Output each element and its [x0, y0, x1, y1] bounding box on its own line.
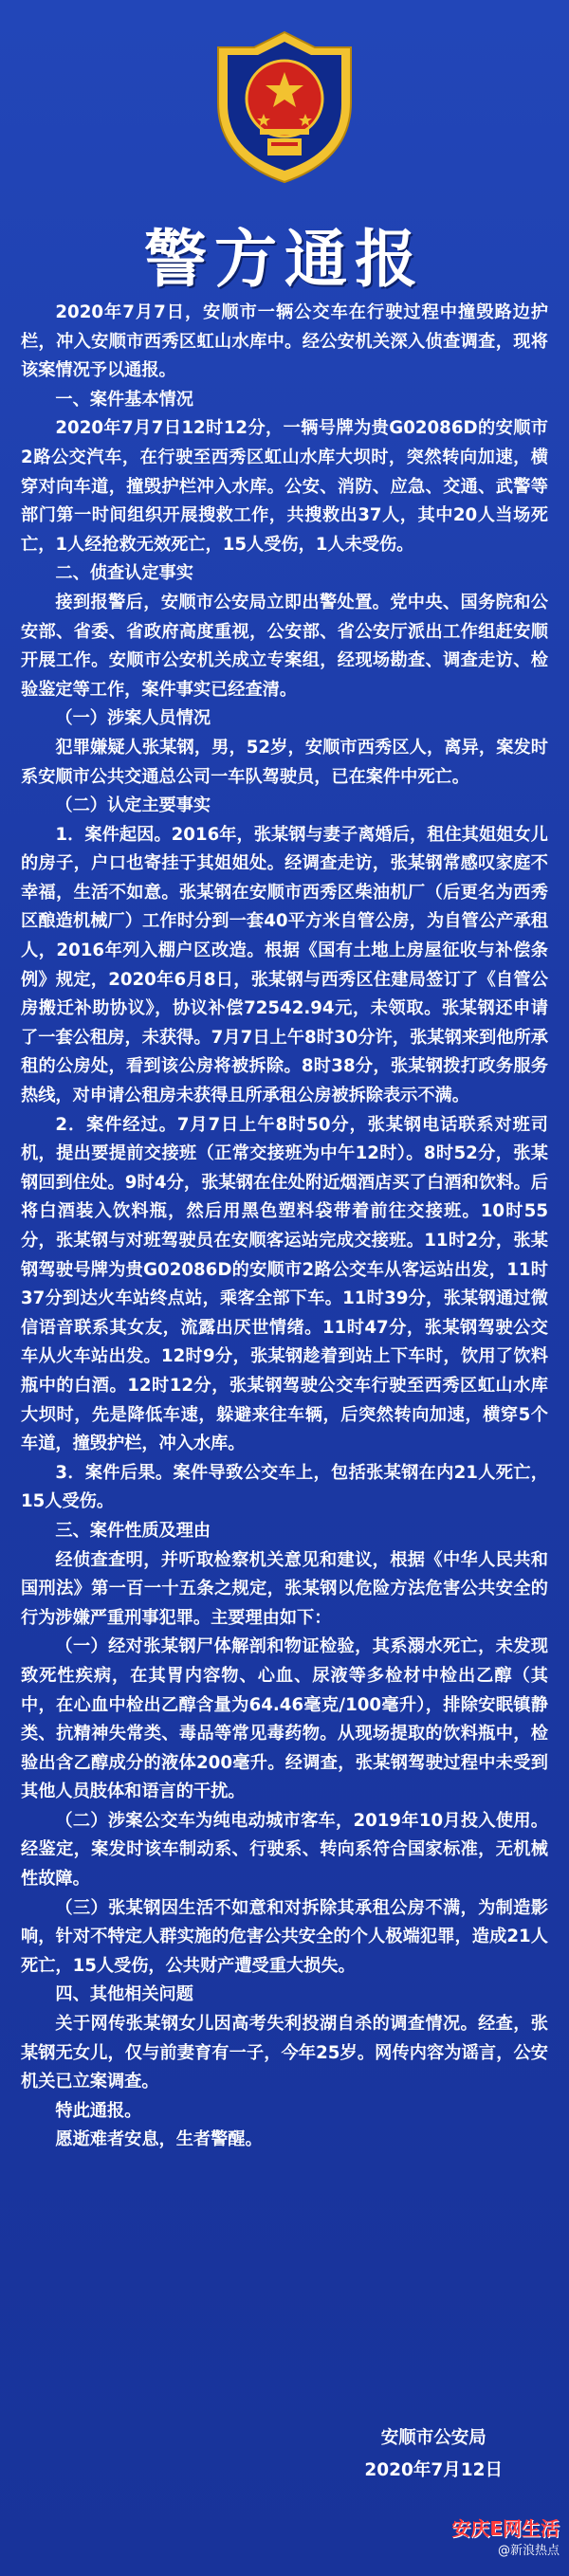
paragraph: 3．案件后果。案件导致公交车上，包括张某钢在内21人死亡，15人受伤。	[21, 1462, 548, 1512]
paragraph: （二）涉案公交车为纯电动城市客车，2019年10月投入使用。经鉴定，案发时该车制动系、行驶系、转向系符合国家标准，无机械性故障。	[21, 1810, 548, 1890]
police-emblem-icon	[199, 27, 370, 188]
page-title: 警方通报	[144, 222, 425, 296]
section-heading: 二、侦查认定事实	[55, 563, 193, 584]
subsection-heading: （一）涉案人员情况	[55, 708, 211, 729]
paragraph: 犯罪嫌疑人张某钢，男，52岁，安顺市西秀区人，离异，案发时系安顺市公共交通总公司一车队驾驶员，已在案件中死亡。	[21, 737, 548, 787]
paragraph: （三）张某钢因生活不如意和对拆除其承租公房不满，为制造影响，针对不特定人群实施的危害公共安全的个人极端犯罪，造成21人死亡，15人受伤，公共财产遭受重大损失。	[21, 1897, 548, 1976]
paragraph: （一）经对张某钢尸体解剖和物证检验，其系溺水死亡，未发现致死性疾病，在其胃内容物、心血、尿液等多检材中检出乙醇（其中，在心血中检出乙醇含量为64.46毫克/100毫升），排除安眠镇静类、抗精神失常类、毒品等常见毒药物。从现场提取的饮料瓶中，检验出含乙醇成分的液体200毫升。经调查，张某钢驾驶过程中未受到其他人员肢体和语言的干扰。	[21, 1636, 548, 1802]
section-heading: 三、案件性质及理由	[55, 1520, 211, 1541]
section-heading: 四、其他相关问题	[55, 1984, 193, 2005]
notice-body	[21, 299, 548, 2155]
paragraph: 2020年7月7日12时12分，一辆号牌为贵G02086D的安顺市2路公交汽车，在行驶至西秀区虹山水库大坝时，突然转向加速，横穿对向车道，撞毁护栏冲入水库。公安、消防、应急、交通、武警等部门第一时间组织开展搜救工作，共搜救出37人，其中20人当场死亡，1人经抢救无效死亡，15人受伤，1人未受伤。	[21, 418, 548, 555]
watermark	[451, 2517, 560, 2563]
emblem-container	[0, 27, 569, 188]
watermark-sub: @新浪热点	[497, 2544, 560, 2558]
watermark-brand: 安庆E网生活	[451, 2517, 560, 2540]
paragraph: 2020年7月7日，安顺市一辆公交车在行驶过程中撞毁路边护栏，冲入安顺市西秀区虹山水库中。经公安机关深入侦查调查，现将该案情况予以通报。	[21, 302, 548, 381]
paragraph: 接到报警后，安顺市公安局立即出警处置。党中央、国务院和公安部、省委、省政府高度重视，公安部、省公安厅派出工作组赶安顺开展工作。安顺市公安机关成立专案组，经现场勘查、调查走访、检验鉴定等工作，案件事实已经查清。	[21, 592, 548, 700]
subsection-heading: （二）认定主要事实	[55, 795, 211, 816]
paragraph: 关于网传张某钢女儿因高考失利投湖自杀的调查情况。经查，张某钢无女儿，仅与前妻育有一子，今年25岁。网传内容为谣言，公安机关已立案调查。	[21, 2014, 548, 2092]
signature-block	[364, 2422, 503, 2487]
paragraph: 愿逝难者安息，生者警醒。	[55, 2129, 263, 2150]
signature-org: 安顺市公安局	[380, 2428, 486, 2448]
signature-date: 2020年7月12日	[364, 2460, 503, 2480]
paragraph: 经侦查查明，并听取检察机关意见和建议，根据《中华人民共和国刑法》第一百一十五条之规定，张某钢以危险方法危害公共安全的行为涉嫌严重刑事犯罪。主要理由如下：	[21, 1549, 548, 1628]
paragraph: 特此通报。	[55, 2100, 142, 2121]
paragraph: 2．案件经过。7月7日上午8时50分，张某钢电话联系对班司机，提出要提前交接班（正常交接班为中午12时）。8时52分，张某钢回到住处。9时4分，张某钢在住处附近烟酒店买了白酒和饮料。后将白酒装入饮料瓶，然后用黑色塑料袋带着前往交接班。10时55分，张某钢与对班驾驶员在安顺客运站完成交接班。11时2分，张某钢驾驶号牌为贵G02086D的安顺市2路公交车从客运站出发，11时37分到达火车站终点站，乘客全部下车。11时39分，张某钢通过微信语音联系其女友，流露出厌世情绪。11时47分，张某钢驾驶公交车从火车站出发。12时9分，张某钢趁着到站上下车时，饮用了饮料瓶中的白酒。12时12分，张某钢驾驶公交车行驶至西秀区虹山水库大坝时，先是降低车速，躲避来往车辆，后突然转向加速，横穿5个车道，撞毁护栏，冲入水库。	[21, 1114, 548, 1454]
section-heading: 一、案件基本情况	[55, 389, 193, 410]
paragraph: 1．案件起因。2016年，张某钢与妻子离婚后，租住其姐姐女儿的房子，户口也寄挂于其姐姐处。经调查走访，张某钢常感叹家庭不幸福，生活不如意。张某钢在安顺市西秀区柴油机厂（后更名为西秀区酿造机械厂）工作时分到一套40平方米自管公房，为自管公产承租人，2016年列入棚户区改造。根据《国有土地上房屋征收与补偿条例》规定，2020年6月8日，张某钢与西秀区住建局签订了《自管公房搬迁补助协议》，协议补偿72542.94元，未领取。张某钢还申请了一套公租房，未获得。7月7日上午8时30分许，张某钢来到他所承租的公房处，看到该公房将被拆除。8时38分，张某钢拨打政务服务热线，对申请公租房未获得且所承租公房被拆除表示不满。	[21, 824, 548, 1106]
